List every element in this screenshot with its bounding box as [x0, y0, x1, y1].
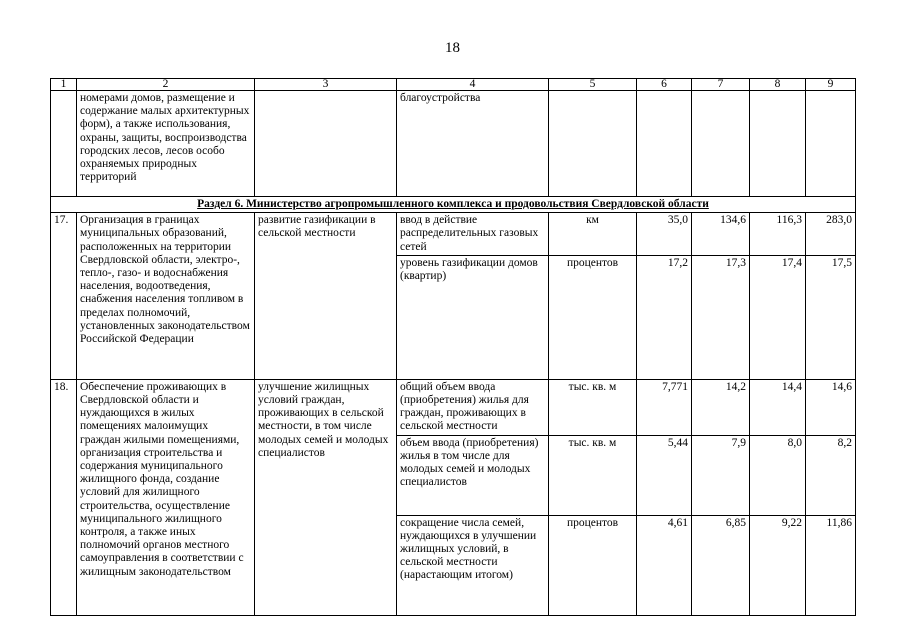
row-number: 17.	[51, 213, 77, 380]
continuation-row	[51, 91, 856, 197]
indicator-name: объем ввода (приобретения) жилья в том числе для молодых семей и молодых специалистов	[397, 435, 549, 515]
col-header-3: 3	[255, 79, 397, 91]
value-col6: 17,2	[637, 255, 692, 379]
unit: км	[549, 213, 637, 256]
unit: тыс. кв. м	[549, 379, 637, 435]
value-col6: 4,61	[637, 515, 692, 615]
task-text: Обеспечение проживающих в Свердловской области и нуждающихся в жилых помещениях малоимущих граждан жилыми помещениями, организация строительства и содержания муниципального жилищного фонда, создание условий для жилищного строительства, осуществление муниципального жилищного контроля, а также иных полномочий органов местного самоуправления в соответствии с жилищным законодательством	[77, 379, 255, 615]
continuation-indicator: благоустройства	[397, 91, 549, 197]
col-header-2: 2	[77, 79, 255, 91]
cell-empty	[637, 91, 692, 197]
row-number: 18.	[51, 379, 77, 615]
col-header-9: 9	[806, 79, 856, 91]
value-col8: 116,3	[750, 213, 806, 256]
goal-text: развитие газификации в сельской местности	[255, 213, 397, 380]
indicator-name: общий объем ввода (приобретения) жилья для граждан, проживающих в сельской местности	[397, 379, 549, 435]
col-header-7: 7	[692, 79, 750, 91]
section-row	[51, 197, 856, 213]
value-col8: 17,4	[750, 255, 806, 379]
cell-empty	[51, 91, 77, 197]
value-col9: 14,6	[806, 379, 856, 435]
cell-empty	[692, 91, 750, 197]
value-col7: 6,85	[692, 515, 750, 615]
value-col6: 7,771	[637, 379, 692, 435]
cell-empty	[255, 91, 397, 197]
value-col7: 14,2	[692, 379, 750, 435]
value-col9: 11,86	[806, 515, 856, 615]
col-header-5: 5	[549, 79, 637, 91]
page-number: 18	[445, 40, 460, 56]
unit: тыс. кв. м	[549, 435, 637, 515]
cell-empty	[549, 91, 637, 197]
value-col6: 5,44	[637, 435, 692, 515]
indicators-table	[50, 78, 856, 616]
value-col8: 8,0	[750, 435, 806, 515]
row-18-a	[51, 379, 856, 435]
value-col8: 9,22	[750, 515, 806, 615]
value-col9: 8,2	[806, 435, 856, 515]
col-header-8: 8	[750, 79, 806, 91]
goal-text: улучшение жилищных условий граждан, проживающих в сельской местности, в том числе молодых семей и молодых специалистов	[255, 379, 397, 615]
col-header-6: 6	[637, 79, 692, 91]
row-17-a	[51, 213, 856, 256]
value-col7: 134,6	[692, 213, 750, 256]
cell-empty	[806, 91, 856, 197]
indicator-name: сокращение числа семей, нуждающихся в улучшении жилищных условий, в сельской местности (нарастающим итогом)	[397, 515, 549, 615]
value-col6: 35,0	[637, 213, 692, 256]
unit: процентов	[549, 255, 637, 379]
indicator-name: уровень газификации домов (квартир)	[397, 255, 549, 379]
value-col9: 283,0	[806, 213, 856, 256]
value-col7: 7,9	[692, 435, 750, 515]
cell-empty	[750, 91, 806, 197]
value-col7: 17,3	[692, 255, 750, 379]
col-header-1: 1	[51, 79, 77, 91]
value-col8: 14,4	[750, 379, 806, 435]
unit: процентов	[549, 515, 637, 615]
col-header-4: 4	[397, 79, 549, 91]
indicator-name: ввод в действие распределительных газовых сетей	[397, 213, 549, 256]
value-col9: 17,5	[806, 255, 856, 379]
task-text: Организация в границах муниципальных образований, расположенных на территории Свердловской области, электро-, тепло-, газо- и водоснабжения населения, водоотведения, снабжения населения топливом в пределах полномочий, установленных законодательством Российской Федерации	[77, 213, 255, 380]
continuation-task: номерами домов, размещение и содержание малых архитектурных форм), а также использования, охраны, защиты, воспроизводства городских лесов, лесов особо охраняемых природных территорий	[77, 91, 255, 197]
section-title: Раздел 6. Министерство агропромышленного комплекса и продовольствия Свердловской области	[51, 197, 856, 213]
column-number-header-row	[51, 79, 856, 91]
